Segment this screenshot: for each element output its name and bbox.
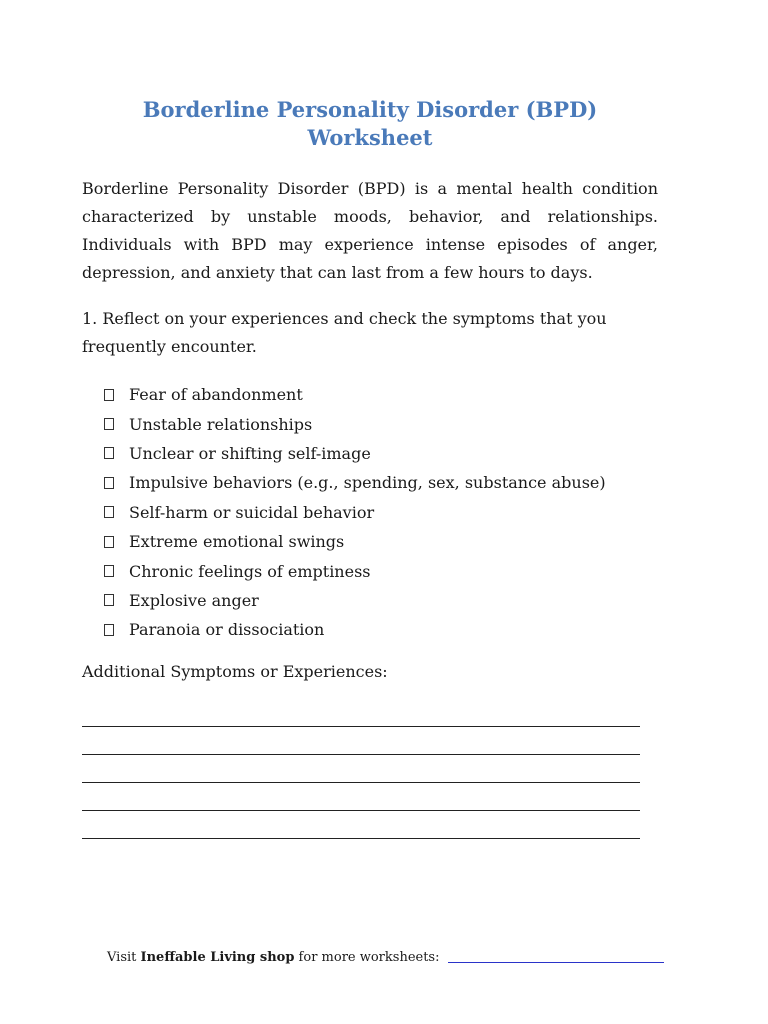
symptom-label: Extreme emotional swings	[129, 532, 345, 552]
symptom-item[interactable]	[104, 586, 606, 615]
worksheet-title	[60, 96, 680, 152]
shop-name: Ineffable Living shop	[140, 950, 295, 965]
footer	[107, 946, 664, 969]
writing-line[interactable]	[82, 726, 640, 727]
additional-symptoms-label: Additional Symptoms or Experiences:	[82, 662, 388, 681]
symptom-label: Paranoia or dissociation	[129, 620, 325, 640]
symptom-label: Self-harm or suicidal behavior	[129, 502, 375, 522]
title-line-1: Borderline Personality Disorder (BPD)	[142, 97, 598, 122]
title-line-2: Worksheet	[307, 125, 433, 150]
writing-line[interactable]	[82, 782, 640, 783]
checkbox[interactable]	[104, 536, 114, 548]
footer-link[interactable]	[448, 948, 664, 963]
symptom-item[interactable]	[104, 439, 606, 468]
symptom-label: Fear of abandonment	[129, 385, 303, 405]
symptom-item[interactable]	[104, 468, 606, 497]
symptom-label: Unstable relationships	[129, 414, 313, 434]
symptom-item[interactable]	[104, 498, 606, 527]
writing-line[interactable]	[82, 754, 640, 755]
symptom-item[interactable]	[104, 556, 606, 585]
symptom-checklist	[104, 380, 606, 645]
checkbox[interactable]	[104, 506, 114, 518]
footer-prefix: Visit	[107, 950, 141, 965]
symptom-label: Impulsive behaviors (e.g., spending, sex, substance abuse)	[129, 473, 606, 493]
symptom-item[interactable]	[104, 409, 606, 438]
footer-suffix: for more worksheets:	[294, 950, 444, 965]
checkbox[interactable]	[104, 594, 114, 606]
writing-line[interactable]	[82, 810, 640, 811]
symptom-label: Explosive anger	[129, 590, 259, 610]
symptom-item[interactable]	[104, 380, 606, 409]
checkbox[interactable]	[104, 477, 114, 489]
checkbox[interactable]	[104, 389, 114, 401]
checkbox[interactable]	[104, 418, 114, 430]
symptom-label: Chronic feelings of emptiness	[129, 561, 371, 581]
checkbox[interactable]	[104, 624, 114, 636]
symptom-item[interactable]	[104, 527, 606, 556]
intro-paragraph: Borderline Personality Disorder (BPD) is a mental health condition characterized by unstable moods, behavior, and relationships. Individuals with BPD may experience intense episodes of anger, depression, and anxiety that can last from a few hours to days.	[82, 179, 658, 282]
writing-line[interactable]	[82, 838, 640, 839]
question-1: 1. Reflect on your experiences and check the symptoms that you frequently encounter.	[82, 309, 607, 356]
checkbox[interactable]	[104, 565, 114, 577]
symptom-label: Unclear or shifting self-image	[129, 443, 371, 463]
checkbox[interactable]	[104, 447, 114, 459]
writing-area[interactable]	[82, 726, 640, 866]
symptom-item[interactable]	[104, 615, 606, 644]
